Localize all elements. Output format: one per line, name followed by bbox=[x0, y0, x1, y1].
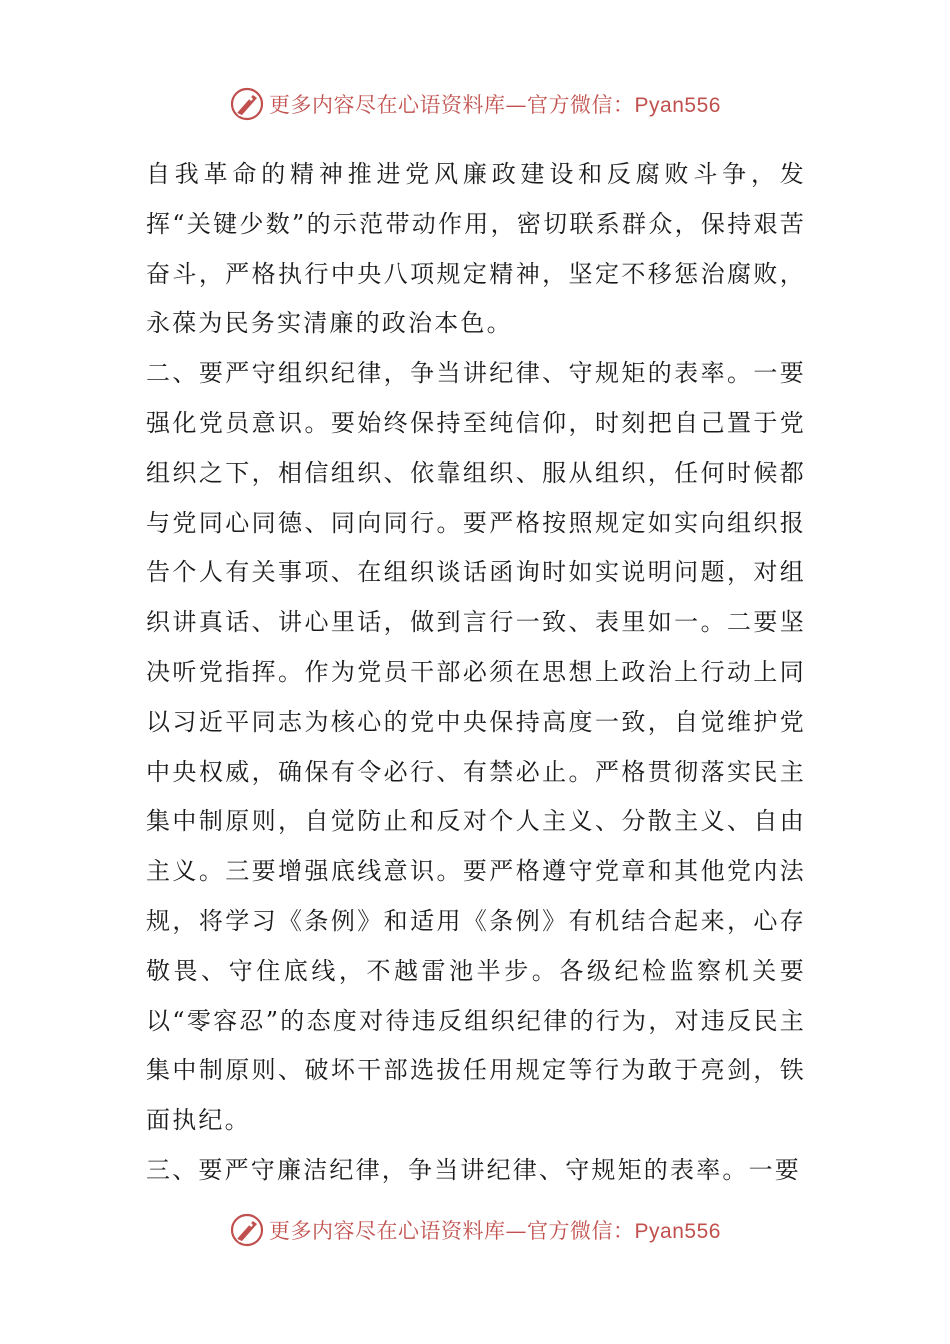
footer-banner bbox=[0, 1210, 950, 1250]
pen-nib-logo-icon bbox=[229, 86, 265, 122]
paragraph-1: 自我革命的精神推进党风廉政建设和反腐败斗争，发挥“关键少数”的示范带动作用，密切联系群众，保持艰苦奋斗，严格执行中央八项规定精神，坚定不移惩治腐败，永葆为民务实清廉的政治本色。 bbox=[146, 160, 806, 338]
footer-banner-text: 更多内容尽在心语资料库—官方微信：Pyan556 bbox=[269, 1219, 721, 1243]
header-banner-text: 更多内容尽在心语资料库—官方微信：Pyan556 bbox=[269, 93, 721, 117]
pen-nib-logo-icon bbox=[229, 1212, 265, 1248]
footer-banner-wechat-id: Pyan556 bbox=[634, 1220, 721, 1243]
document-body bbox=[146, 150, 806, 1196]
paragraph-2: 二、要严守组织纪律，争当讲纪律、守规矩的表率。一要强化党员意识。要始终保持至纯信仰，时刻把自己置于党组织之下，相信组织、依靠组织、服从组织，任何时候都与党同心同德、同向同行。要严格按照规定如实向组织报告个人有关事项、在组织谈话函询时如实说明问题，对组织讲真话、讲心里话，做到言行一致、表里如一。二要坚决听党指挥。作为党员干部必须在思想上政治上行动上同以习近平同志为核心的党中央保持高度一致，自觉维护党中央权威，确保有令必行、有禁必止。严格贯彻落实民主集中制原则，自觉防止和反对个人主义、分散主义、自由主义。三要增强底线意识。要严格遵守党章和其他党内法规，将学习《条例》和适用《条例》有机结合起来，心存敬畏、守住底线，不越雷池半步。各级纪检监察机关要以“零容忍”的态度对待违反组织纪律的行为，对违反民主集中制原则、破坏干部选拔任用规定等行为敢于亮剑，铁面执纪。 bbox=[146, 359, 806, 1135]
header-banner bbox=[0, 84, 950, 124]
paragraph-3: 三、要严守廉洁纪律，争当讲纪律、守规矩的表率。一要 bbox=[146, 1155, 801, 1184]
header-banner-wechat-id: Pyan556 bbox=[634, 94, 721, 117]
